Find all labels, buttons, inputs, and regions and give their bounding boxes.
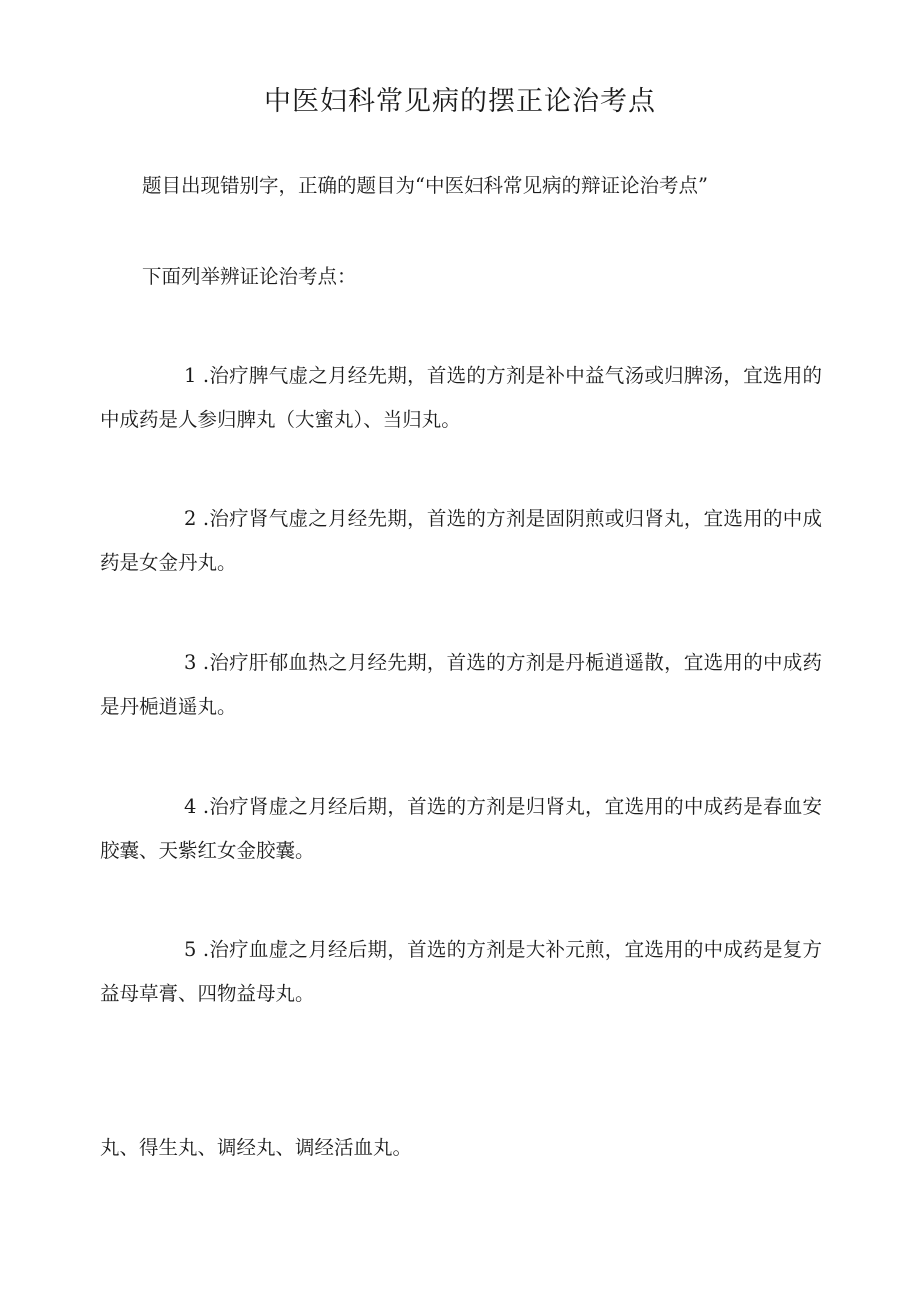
trailing-text: 丸、得生丸、调经丸、调经活血丸。 bbox=[100, 1136, 413, 1159]
page-title: 中医妇科常见病的摆正论治考点 bbox=[264, 86, 656, 117]
list-item bbox=[100, 354, 822, 442]
intro-paragraph: 下面列举辨证论治考点： bbox=[142, 265, 357, 288]
list-item bbox=[100, 928, 822, 1016]
title-correction-note: 题目出现错别字，正确的题目为“中医妇科常见病的辩证论治考点” bbox=[142, 174, 708, 197]
list-item bbox=[100, 497, 822, 585]
list-item bbox=[100, 641, 822, 729]
item-text: .治疗肾气虚之月经先期，首选的方剂是固阴煎或归肾丸，宜选用的中成药是女金丹丸。 bbox=[100, 507, 823, 574]
list-item bbox=[100, 785, 822, 873]
item-text: .治疗肾虚之月经后期，首选的方剂是归肾丸，宜选用的中成药是春血安胶囊、天紫红女金胶囊。 bbox=[100, 795, 823, 862]
item-number: 4 bbox=[184, 795, 197, 818]
item-text: .治疗血虚之月经后期，首选的方剂是大补元煎，宜选用的中成药是复方益母草膏、四物益母丸。 bbox=[100, 938, 823, 1005]
item-number: 1 bbox=[184, 364, 197, 387]
item-number: 2 bbox=[184, 507, 197, 530]
item-number: 3 bbox=[184, 651, 197, 674]
item-text: .治疗脾气虚之月经先期，首选的方剂是补中益气汤或归脾汤，宜选用的中成药是人参归脾丸（大蜜丸）、当归丸。 bbox=[100, 364, 823, 431]
item-number: 5 bbox=[184, 938, 197, 961]
item-text: .治疗肝郁血热之月经先期，首选的方剂是丹栀逍遥散，宜选用的中成药是丹梔逍遥丸。 bbox=[100, 651, 823, 718]
